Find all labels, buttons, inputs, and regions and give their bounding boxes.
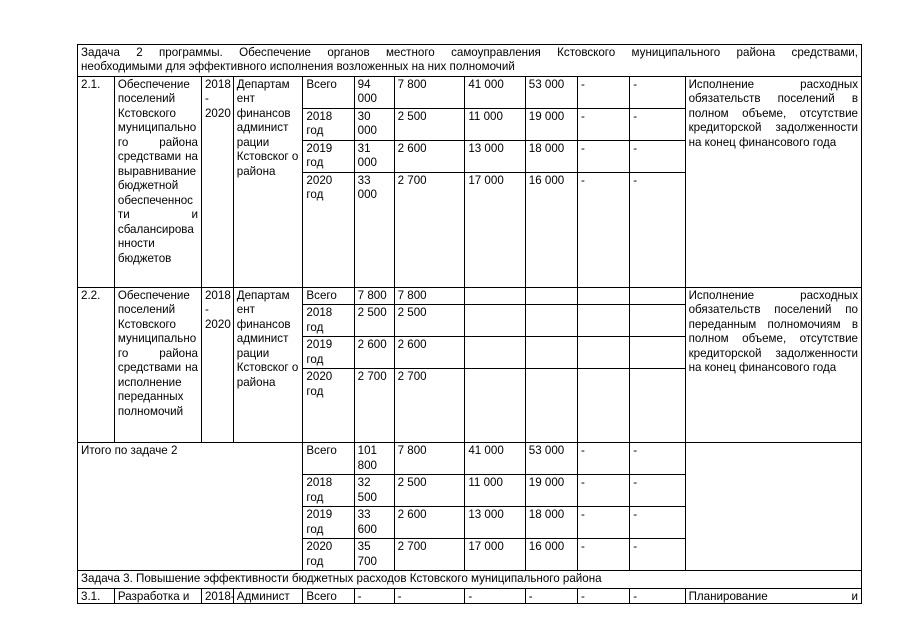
amount-cell: -	[578, 172, 630, 287]
amount-cell: 17 000	[465, 172, 525, 287]
amount-cell: 2 600	[394, 337, 465, 369]
empty-cell	[630, 305, 685, 337]
amount-cell: -	[578, 539, 630, 571]
amount-cell: 2 500	[394, 108, 465, 140]
empty-cell	[685, 443, 861, 571]
empty-cell	[578, 287, 630, 304]
item-number: 3.1.	[78, 588, 115, 603]
amount-cell: -	[578, 140, 630, 172]
period-label: Всего	[303, 76, 354, 108]
amount-cell: -	[465, 588, 525, 603]
amount-cell: -	[578, 507, 630, 539]
amount-cell: -	[578, 76, 630, 108]
period-label: 2020 год	[303, 369, 354, 443]
amount-cell: 7 800	[394, 443, 465, 475]
empty-cell	[525, 369, 577, 443]
item-result: Исполнение расходных обязательств поселений в полном объеме, отсутствие кредиторской задолженности на конец финансового года	[685, 76, 861, 287]
task2-header	[78, 45, 862, 77]
empty-cell	[630, 369, 685, 443]
period-label: 2018 год	[303, 108, 354, 140]
total-cell: -	[354, 588, 394, 603]
amount-cell: -	[578, 108, 630, 140]
amount-cell: 2 700	[394, 172, 465, 287]
amount-cell: 16 000	[525, 172, 577, 287]
amount-cell: -	[630, 76, 685, 108]
table-row	[78, 76, 862, 108]
amount-cell: 2 500	[394, 475, 465, 507]
amount-cell: 2 500	[394, 305, 465, 337]
table-row	[78, 287, 862, 304]
amount-cell: 41 000	[465, 443, 525, 475]
amount-cell: -	[630, 507, 685, 539]
item-period: 2018-	[201, 588, 233, 603]
item-name: Разработка и	[114, 588, 201, 603]
amount-cell: -	[630, 475, 685, 507]
amount-cell: -	[630, 108, 685, 140]
amount-cell: 17 000	[465, 539, 525, 571]
item-name: Обеспечение поселений Кстовского муниципально го района средствами на исполнение переданных полномочий	[114, 287, 201, 442]
amount-cell: -	[630, 443, 685, 475]
item-number: 2.1.	[78, 76, 115, 287]
total-cell: 94 000	[354, 76, 394, 108]
period-label: 2018 год	[303, 305, 354, 337]
item-executor: Департам ент финансов админист рации Кстовског о района	[233, 76, 303, 287]
item-result: Планирование и	[685, 588, 861, 603]
item-executor: Департам ент финансов админист рации Кстовског о района	[233, 287, 303, 442]
total-cell: 35 700	[354, 539, 394, 571]
amount-cell: 7 800	[394, 287, 465, 304]
total-cell: 2 700	[354, 369, 394, 443]
empty-cell	[465, 369, 525, 443]
amount-cell: -	[578, 443, 630, 475]
empty-cell	[630, 337, 685, 369]
amount-cell: 13 000	[465, 140, 525, 172]
period-label: 2019 год	[303, 140, 354, 172]
period-label: Всего	[303, 443, 354, 475]
amount-cell: 41 000	[465, 76, 525, 108]
empty-cell	[578, 337, 630, 369]
amount-cell: -	[578, 475, 630, 507]
total-cell: 7 800	[354, 287, 394, 304]
item-period: 2018 - 2020	[201, 287, 233, 442]
budget-table	[77, 44, 862, 604]
task3-header-row	[78, 571, 862, 588]
amount-cell: 2 600	[394, 507, 465, 539]
amount-cell: 2 700	[394, 539, 465, 571]
total-cell: 33 000	[354, 172, 394, 287]
item-name: Обеспечение поселений Кстовского муниципально го района средствами на выравнивание бюджетной обеспеченнос ти и сбалансирова нности бюджетов	[114, 76, 201, 287]
total-cell: 31 000	[354, 140, 394, 172]
empty-cell	[525, 337, 577, 369]
amount-cell: 19 000	[525, 108, 577, 140]
amount-cell: -	[630, 539, 685, 571]
amount-cell: 18 000	[525, 140, 577, 172]
empty-cell	[465, 337, 525, 369]
task2-header-line2: необходимыми для эффективного исполнения возложенных на них полномочий	[81, 60, 515, 74]
period-label: 2019 год	[303, 337, 354, 369]
total-cell: 2 500	[354, 305, 394, 337]
empty-cell	[525, 305, 577, 337]
amount-cell: 53 000	[525, 443, 577, 475]
amount-cell: 7 800	[394, 76, 465, 108]
total-cell: 32 500	[354, 475, 394, 507]
table-row	[78, 443, 862, 475]
period-label: 2019 год	[303, 507, 354, 539]
period-label: 2020 год	[303, 539, 354, 571]
period-label: Всего	[303, 588, 354, 603]
task2-header-row	[78, 45, 862, 77]
amount-cell: -	[630, 172, 685, 287]
amount-cell: 2 700	[394, 369, 465, 443]
amount-cell: 16 000	[525, 539, 577, 571]
amount-cell: -	[630, 588, 685, 603]
amount-cell: 19 000	[525, 475, 577, 507]
empty-cell	[465, 305, 525, 337]
total-cell: 33 600	[354, 507, 394, 539]
total-cell: 30 000	[354, 108, 394, 140]
total-cell: 2 600	[354, 337, 394, 369]
item-result: Исполнение расходных обязательств поселений по переданным полномочиям в полном объеме, отсутствие кредиторской задолженности на конец финансового года	[685, 287, 861, 442]
amount-cell: 18 000	[525, 507, 577, 539]
amount-cell: 11 000	[465, 475, 525, 507]
itogo-label: Итого по задаче 2	[78, 443, 303, 571]
period-label: 2020 год	[303, 172, 354, 287]
item-executor: Админист	[233, 588, 303, 603]
period-label: Всего	[303, 287, 354, 304]
amount-cell: -	[394, 588, 465, 603]
period-label: 2018 год	[303, 475, 354, 507]
table-row	[78, 588, 862, 603]
item-number: 2.2.	[78, 287, 115, 442]
empty-cell	[465, 287, 525, 304]
amount-cell: -	[525, 588, 577, 603]
task2-header-line1: Задача 2 программы. Обеспечение органов местного самоуправления Кстовского муниципального района средствами,	[81, 46, 858, 59]
total-cell: 101 800	[354, 443, 394, 475]
task3-header: Задача 3. Повышение эффективности бюджетных расходов Кстовского муниципального района	[78, 571, 862, 588]
empty-cell	[578, 305, 630, 337]
amount-cell: 53 000	[525, 76, 577, 108]
amount-cell: -	[578, 588, 630, 603]
amount-cell: 13 000	[465, 507, 525, 539]
amount-cell: -	[630, 140, 685, 172]
amount-cell: 11 000	[465, 108, 525, 140]
empty-cell	[578, 369, 630, 443]
empty-cell	[630, 287, 685, 304]
amount-cell: 2 600	[394, 140, 465, 172]
item-period: 2018 - 2020	[201, 76, 233, 287]
empty-cell	[525, 287, 577, 304]
